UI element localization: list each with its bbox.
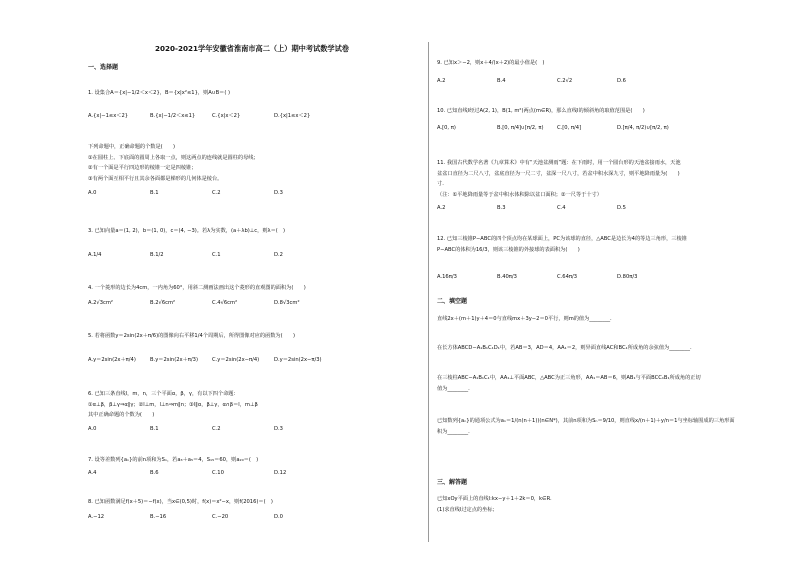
question-text [437,343,769,354]
question-line: 9. 已知x＞−2，则x＋4/(x＋2)的最小值是( ) [437,60,545,66]
answer-options [88,514,416,524]
answer-option: A.2 [437,78,446,84]
question-line: (1)求直线l过定点的坐标； [437,506,498,513]
answer-option: C.[0, π/4] [557,125,582,131]
answer-option: D.{x|1≤x＜2} [274,113,311,119]
answer-options [88,426,416,436]
question-text [437,416,769,437]
right-column [437,0,769,562]
answer-option: C.−20 [212,514,229,520]
question-line: （注：①平地降雨量等于盆中积水体积除以盆口面积；②一尺等于十寸） [437,191,602,198]
question-line: ③有两个面互相平行且其余各面都是梯形的几何体是棱台。 [88,175,223,182]
answer-options [88,112,416,122]
question-text [88,331,416,342]
section-answer-heading: 三、解答题 [437,479,468,486]
answer-option: D.2 [274,252,283,258]
question-line: 10. 已知直线l经过A(2, 1)，B(1, m²)两点(m∈R)，那么直线l的倾斜角的取值范围是( ) [437,108,645,114]
answer-option: A.−12 [88,514,105,520]
question-text [437,158,769,200]
answer-options [437,125,769,135]
answer-options [437,78,769,88]
answer-option: B.1/2 [150,252,164,258]
answer-option: D.3 [274,426,283,432]
section-choice-heading: 一、选择题 [88,64,119,71]
answer-option: D.5 [617,205,626,211]
question-text [437,314,769,325]
answer-options [437,205,769,215]
question-line: 12. 已知三棱锥P−ABC的四个顶点均在某球面上，PC为该球的直径，△ABC是边长为4的等边三角形，三棱锥 [437,236,687,242]
answer-option: A.16π/3 [437,274,457,280]
question-text [88,226,416,237]
question-text [88,142,416,184]
answer-option: A.[0, π) [437,125,456,131]
answer-option: D.0 [274,514,283,520]
question-line: 4. 一个菱形的边长为4cm，一内角为60°，用斜二测画法画出这个菱形的直观图的面积为( ) [88,285,306,291]
question-line: 11. 我国古代数学名著《九章算术》中有“天池盆测雨”题：在下雨时，用一个圆台形的天池盆接雨水，天池 [437,160,681,166]
question-text [88,389,416,421]
question-line: 值为________. [437,385,470,392]
question-line: ①在圆柱上、下底面的圆周上各取一点，则这两点的连线就是圆柱的母线； [88,154,259,161]
answer-option: C.64π/3 [557,274,578,280]
section-fill-heading: 二、填空题 [437,298,468,305]
answer-option: B.4 [497,78,506,84]
answer-option: B.[0, π/4]∪[π/2, π) [497,125,544,131]
answer-option: A.2√3cm² [88,300,113,306]
question-line: 7. 设等差数列{aₙ}的前n项和为Sₙ，若a₃＋a₅＝4，S₁₅＝60，则a₂₀＝( ) [88,457,259,463]
answer-option: B.−16 [150,514,167,520]
question-line: ①α⊥β，β⊥γ⇒α∥γ；②l⊥m，l⊥n⇒m∥n；③l∥α，β⊥γ，α∩β＝l，m⊥β [88,401,258,408]
answer-options [88,300,416,310]
answer-options [88,470,416,480]
answer-option: B.{x|−1/2＜x≤1} [150,113,196,119]
answer-option: B.2√6cm² [150,300,176,306]
question-line: P−ABC的体积为16/3，则该三棱锥的外接球的表面积为( ) [437,246,580,253]
answer-option: C.{x|x＜2} [212,113,241,119]
answer-option: D.80π/3 [617,274,638,280]
question-line: 在三棱柱ABC−A₁B₁C₁中，AA₁⊥平面ABC，△ABC为正三角形，AA₁＝AB＝6，则AB₁与平面BCC₁B₁所成角的正切 [437,375,701,381]
answer-option: A.2 [437,205,446,211]
question-line: 5. 若将函数y＝2sin(2x＋π/6)的图像向右平移1/4个周期后，所得图像对应的函数为( ) [88,333,296,339]
answer-option: B.6 [150,470,159,476]
answer-options [437,274,769,284]
answer-option: B.3 [497,205,506,211]
answer-option: C.4 [557,205,566,211]
answer-option: C.10 [212,470,224,476]
answer-options [88,190,416,200]
question-line: 已知xOy平面上的直线l:kx−y＋1＋2k＝0，k∈R. [437,496,552,502]
question-line: 下列命题中，正确命题的个数是( ) [88,144,176,150]
question-line: 8. 已知函数满足f(x＋5)＝−f(x)，当x∈(0,5)时，f(x)＝x²−x，则f(2016)＝( ) [88,499,273,505]
answer-option: A.0 [88,426,97,432]
question-text [88,283,416,294]
answer-option: C.2 [212,426,221,432]
answer-option: C.y＝2sin(2x−π/4) [212,357,260,363]
question-line: 已知数列{aₙ}的通项公式为aₙ＝1/(n(n＋1))(n∈N*)，其前n项和为Sₙ＝9/10，则直线x/(n＋1)＋y/n＝1与坐标轴围成的三角形面 [437,418,735,424]
answer-option: C.1 [212,252,221,258]
question-line: 1. 设集合A＝{x|−1/2＜x＜2}，B＝{x|x²≤1}，则A∪B＝( ) [88,90,231,96]
question-line: 直线2x＋(m＋1)y＋4＝0与直线mx＋3y−2＝0平行，则m的值为________. [437,316,612,322]
answer-option: A.y＝2sin(2x＋π/4) [88,357,136,363]
question-text [437,106,769,117]
question-text [437,494,769,515]
answer-option: B.1 [150,426,159,432]
answer-option: D.3 [274,190,283,196]
question-line: 盆盆口直径为二尺八寸，盆底直径为一尺二寸，盆深一尺八寸，若盆中积水深九寸，则平地降雨量为( ) [437,170,680,177]
question-line: 6. 已知三条直线l，m，n，三个平面α，β，γ，有以下四个命题： [88,391,239,397]
answer-option: C.2√2 [557,78,573,84]
question-text [437,373,769,394]
answer-option: B.40π/3 [497,274,517,280]
page-divider [428,42,429,542]
answer-option: A.1/4 [88,252,102,258]
question-text [88,455,416,466]
answer-option: B.1 [150,190,159,196]
question-line: 积为________. [437,428,470,435]
answer-option: C.2 [212,190,221,196]
question-text [88,497,416,508]
answer-option: D.[π/4, π/2)∪[π/2, π) [617,125,669,131]
question-line: 在长方体ABCD−A₁B₁C₁D₁中，若AB＝3，AD＝4，AA₁＝2，则异面直线AC和BC₁所成角的余弦值为________. [437,345,692,351]
answer-option: A.0 [88,190,97,196]
question-line: ②有一个面是平行四边形的棱锥一定是四棱锥； [88,165,197,171]
answer-option: D.y＝2sin(2x−π/3) [274,357,322,363]
answer-options [88,356,416,366]
question-text [437,58,769,69]
question-text [88,88,416,99]
question-line: 其中正确命题的个数为( ) [88,412,155,418]
answer-option: A.4 [88,470,97,476]
answer-option: B.y＝2sin(2x＋π/3) [150,357,198,363]
answer-option: D.6 [617,78,626,84]
answer-option: D.8√3cm² [274,300,300,306]
question-text [437,234,769,255]
left-column [88,0,416,562]
answer-options [88,252,416,262]
answer-option: D.12 [274,470,287,476]
question-line: 寸. [437,181,444,187]
page-title: 2020-2021学年安徽省淮南市高二（上）期中考试数学试卷 [155,44,349,53]
question-line: 3. 已知向量a＝(1, 2)，b＝(1, 0)，c＝(4, −3)。若λ为实数，(a＋λb)⊥c，则λ＝( ) [88,228,286,234]
answer-option: A.{x|−1≤x＜2} [88,113,129,119]
answer-option: C.4√6cm² [212,300,238,306]
